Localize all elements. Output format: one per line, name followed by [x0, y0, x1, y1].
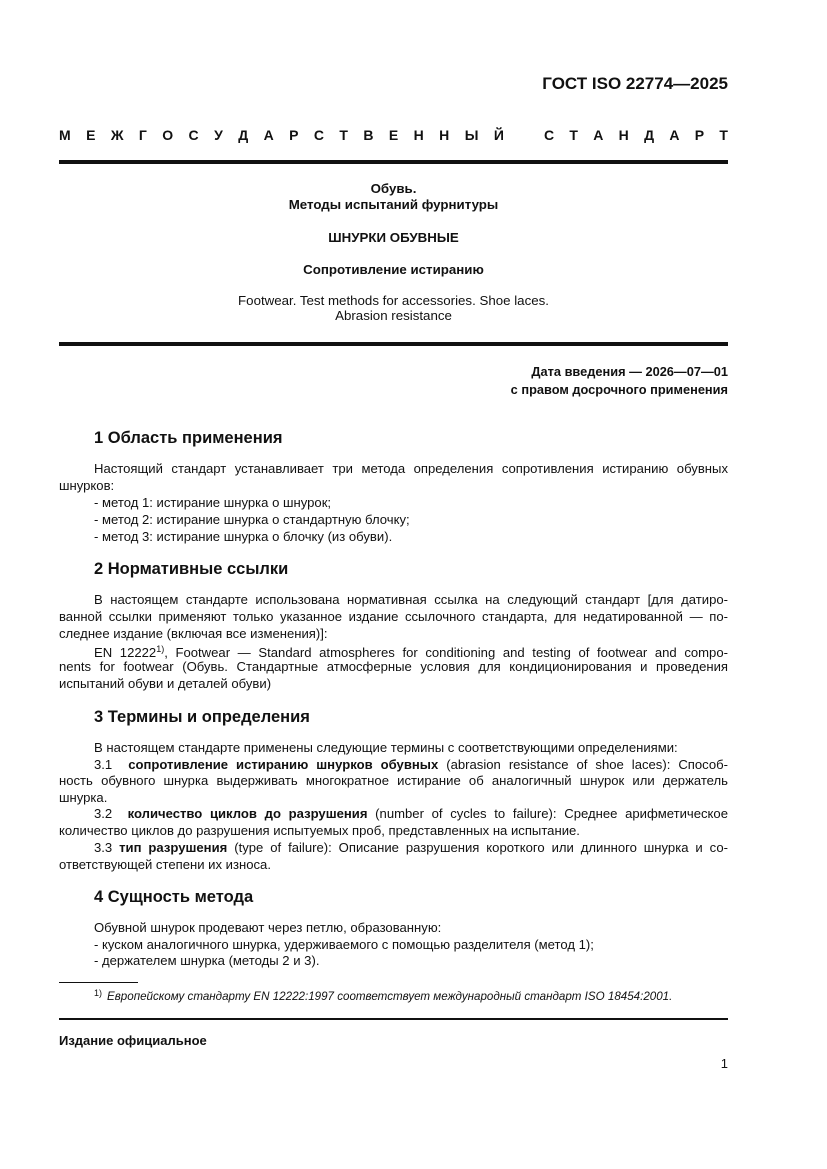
intro-date-line-2: с правом досрочного применения [510, 382, 728, 397]
footnote-mark: 1) [94, 988, 103, 998]
section-2-text-line-2: ванной ссылки применяют только указанное издание ссылочного стандарта, для недатированной — по- [59, 609, 728, 624]
title-en-line-2: Abrasion resistance [335, 308, 452, 323]
term-3-2-line-1 [94, 805, 728, 822]
interstate-standard-banner [59, 127, 728, 143]
banner-word-2 [544, 127, 728, 143]
list-item: - метод 3: истирание шнурка о блочку (из обуви). [94, 529, 393, 544]
banner-letter: А [669, 127, 680, 143]
banner-letter: Р [694, 127, 705, 143]
term-definition: (type of failure): Описание разрушения короткого или длинного шнурка и со- [227, 840, 729, 855]
banner-letter: У [214, 127, 223, 143]
banner-letter: В [363, 127, 374, 143]
section-1-text-line-2: шнурков: [59, 478, 115, 493]
banner-letter: Г [138, 127, 147, 143]
banner-letter: Н [413, 127, 424, 143]
term-name: сопротивление истиранию шнурков обувных [128, 757, 439, 772]
banner-letter: Е [86, 127, 96, 143]
banner-letter: С [313, 127, 324, 143]
footnote-rule [59, 982, 138, 983]
banner-letter: С [544, 127, 555, 143]
banner-letter: Д [238, 127, 249, 143]
banner-word-1 [59, 127, 504, 143]
reference-line-2: nents for footwear (Обувь. Стандартные атмосферные условия для кондиционирования и проведения [59, 659, 728, 674]
section-1-heading: 1 Область применения [94, 429, 283, 447]
list-item: - держателем шнурка (методы 2 и 3). [94, 953, 320, 968]
banner-letter: О [162, 127, 174, 143]
list-item: - метод 1: истирание шнурка о шнурок; [94, 495, 332, 510]
banner-letter: Ы [464, 127, 479, 143]
term-number: 3.1 [94, 757, 113, 772]
footnote-ref: 1) [156, 644, 165, 654]
banner-letter: С [188, 127, 199, 143]
reference-line-3: испытаний обуви и деталей обуви) [59, 676, 272, 691]
list-item: - метод 2: истирание шнурка о стандартную блочку; [94, 512, 410, 527]
banner-letter: Т [569, 127, 578, 143]
title-line-2: Методы испытаний фурнитуры [288, 197, 499, 212]
term-3-3-line-2: ответствующей степени их износа. [59, 857, 271, 872]
banner-letter: Р [289, 127, 299, 143]
section-4-intro: Обувной шнурок продевают через петлю, образованную: [94, 920, 442, 935]
banner-letter: Ж [110, 127, 124, 143]
title-rule [59, 342, 728, 346]
intro-date-line-1: Дата введения — 2026—07—01 [531, 364, 728, 379]
section-1-text-line-1: Настоящий стандарт устанавливает три метода определения сопротивления истиранию обувных [94, 461, 728, 476]
reference-code: EN 12222 [94, 645, 157, 660]
official-edition-label: Издание официальное [59, 1033, 207, 1048]
section-2-heading: 2 Нормативные ссылки [94, 560, 289, 578]
term-number: 3.3 [94, 840, 113, 855]
footer-rule [59, 1018, 728, 1020]
term-name: тип разрушения [119, 840, 228, 855]
term-3-1-line-2: ность обувного шнурка выдерживать многократное истирание об аналогичный шнурок или держатель [59, 773, 728, 788]
banner-letter: М [59, 127, 71, 143]
banner-letter: Е [388, 127, 399, 143]
term-definition: (number of cycles to failure): Среднее арифметическое [367, 806, 728, 821]
section-3-intro: В настоящем стандарте применены следующие термины с соответствующими определениями: [94, 740, 678, 755]
title-line-4: Сопротивление истиранию [303, 262, 484, 277]
banner-letter: Т [339, 127, 348, 143]
title-en-line-1: Footwear. Test methods for accessories. Shoe laces. [238, 293, 549, 308]
banner-letter: Т [719, 127, 728, 143]
section-2-text-line-1: В настоящем стандарте использована нормативная ссылка на следующий стандарт [для датиро- [94, 592, 728, 607]
banner-letter: Н [618, 127, 629, 143]
banner-letter: Н [439, 127, 450, 143]
term-3-2-line-2: количество циклов до разрушения испытуемых проб, представленных на испытание. [59, 823, 580, 838]
term-3-1-line-3: шнурка. [59, 790, 108, 805]
banner-letter: А [593, 127, 604, 143]
banner-letter: Д [644, 127, 655, 143]
section-4-heading: 4 Сущность метода [94, 888, 254, 906]
term-3-1-line-1 [94, 756, 728, 773]
banner-letter: Й [493, 127, 504, 143]
term-number: 3.2 [94, 806, 113, 821]
footnote [94, 988, 672, 1003]
section-3-heading: 3 Термины и определения [94, 708, 310, 726]
page-number: 1 [720, 1056, 728, 1071]
title-line-1: Обувь. [370, 181, 417, 196]
top-rule [59, 160, 728, 164]
list-item: - куском аналогичного шнурка, удерживаемого с помощью разделителя (метод 1); [94, 937, 594, 952]
standard-code: ГОСТ ISO 22774—2025 [542, 74, 728, 93]
reference-title: , Footwear — Standard atmospheres for conditioning and testing of footwear and compo- [164, 645, 728, 660]
banner-letter: А [263, 127, 274, 143]
term-3-3-line-1 [94, 839, 728, 856]
section-2-text-line-3: следнее издание (включая все изменения)]: [59, 626, 328, 641]
title-line-3: ШНУРКИ ОБУВНЫЕ [328, 230, 459, 245]
term-name: количество циклов до разрушения [127, 806, 368, 821]
term-definition: (abrasion resistance of shoe laces): Способ- [438, 757, 729, 772]
footnote-text: Европейскому стандарту EN 12222:1997 соответствует международный стандарт ISO 18454:2001. [107, 990, 673, 1003]
intro-date [511, 363, 728, 399]
